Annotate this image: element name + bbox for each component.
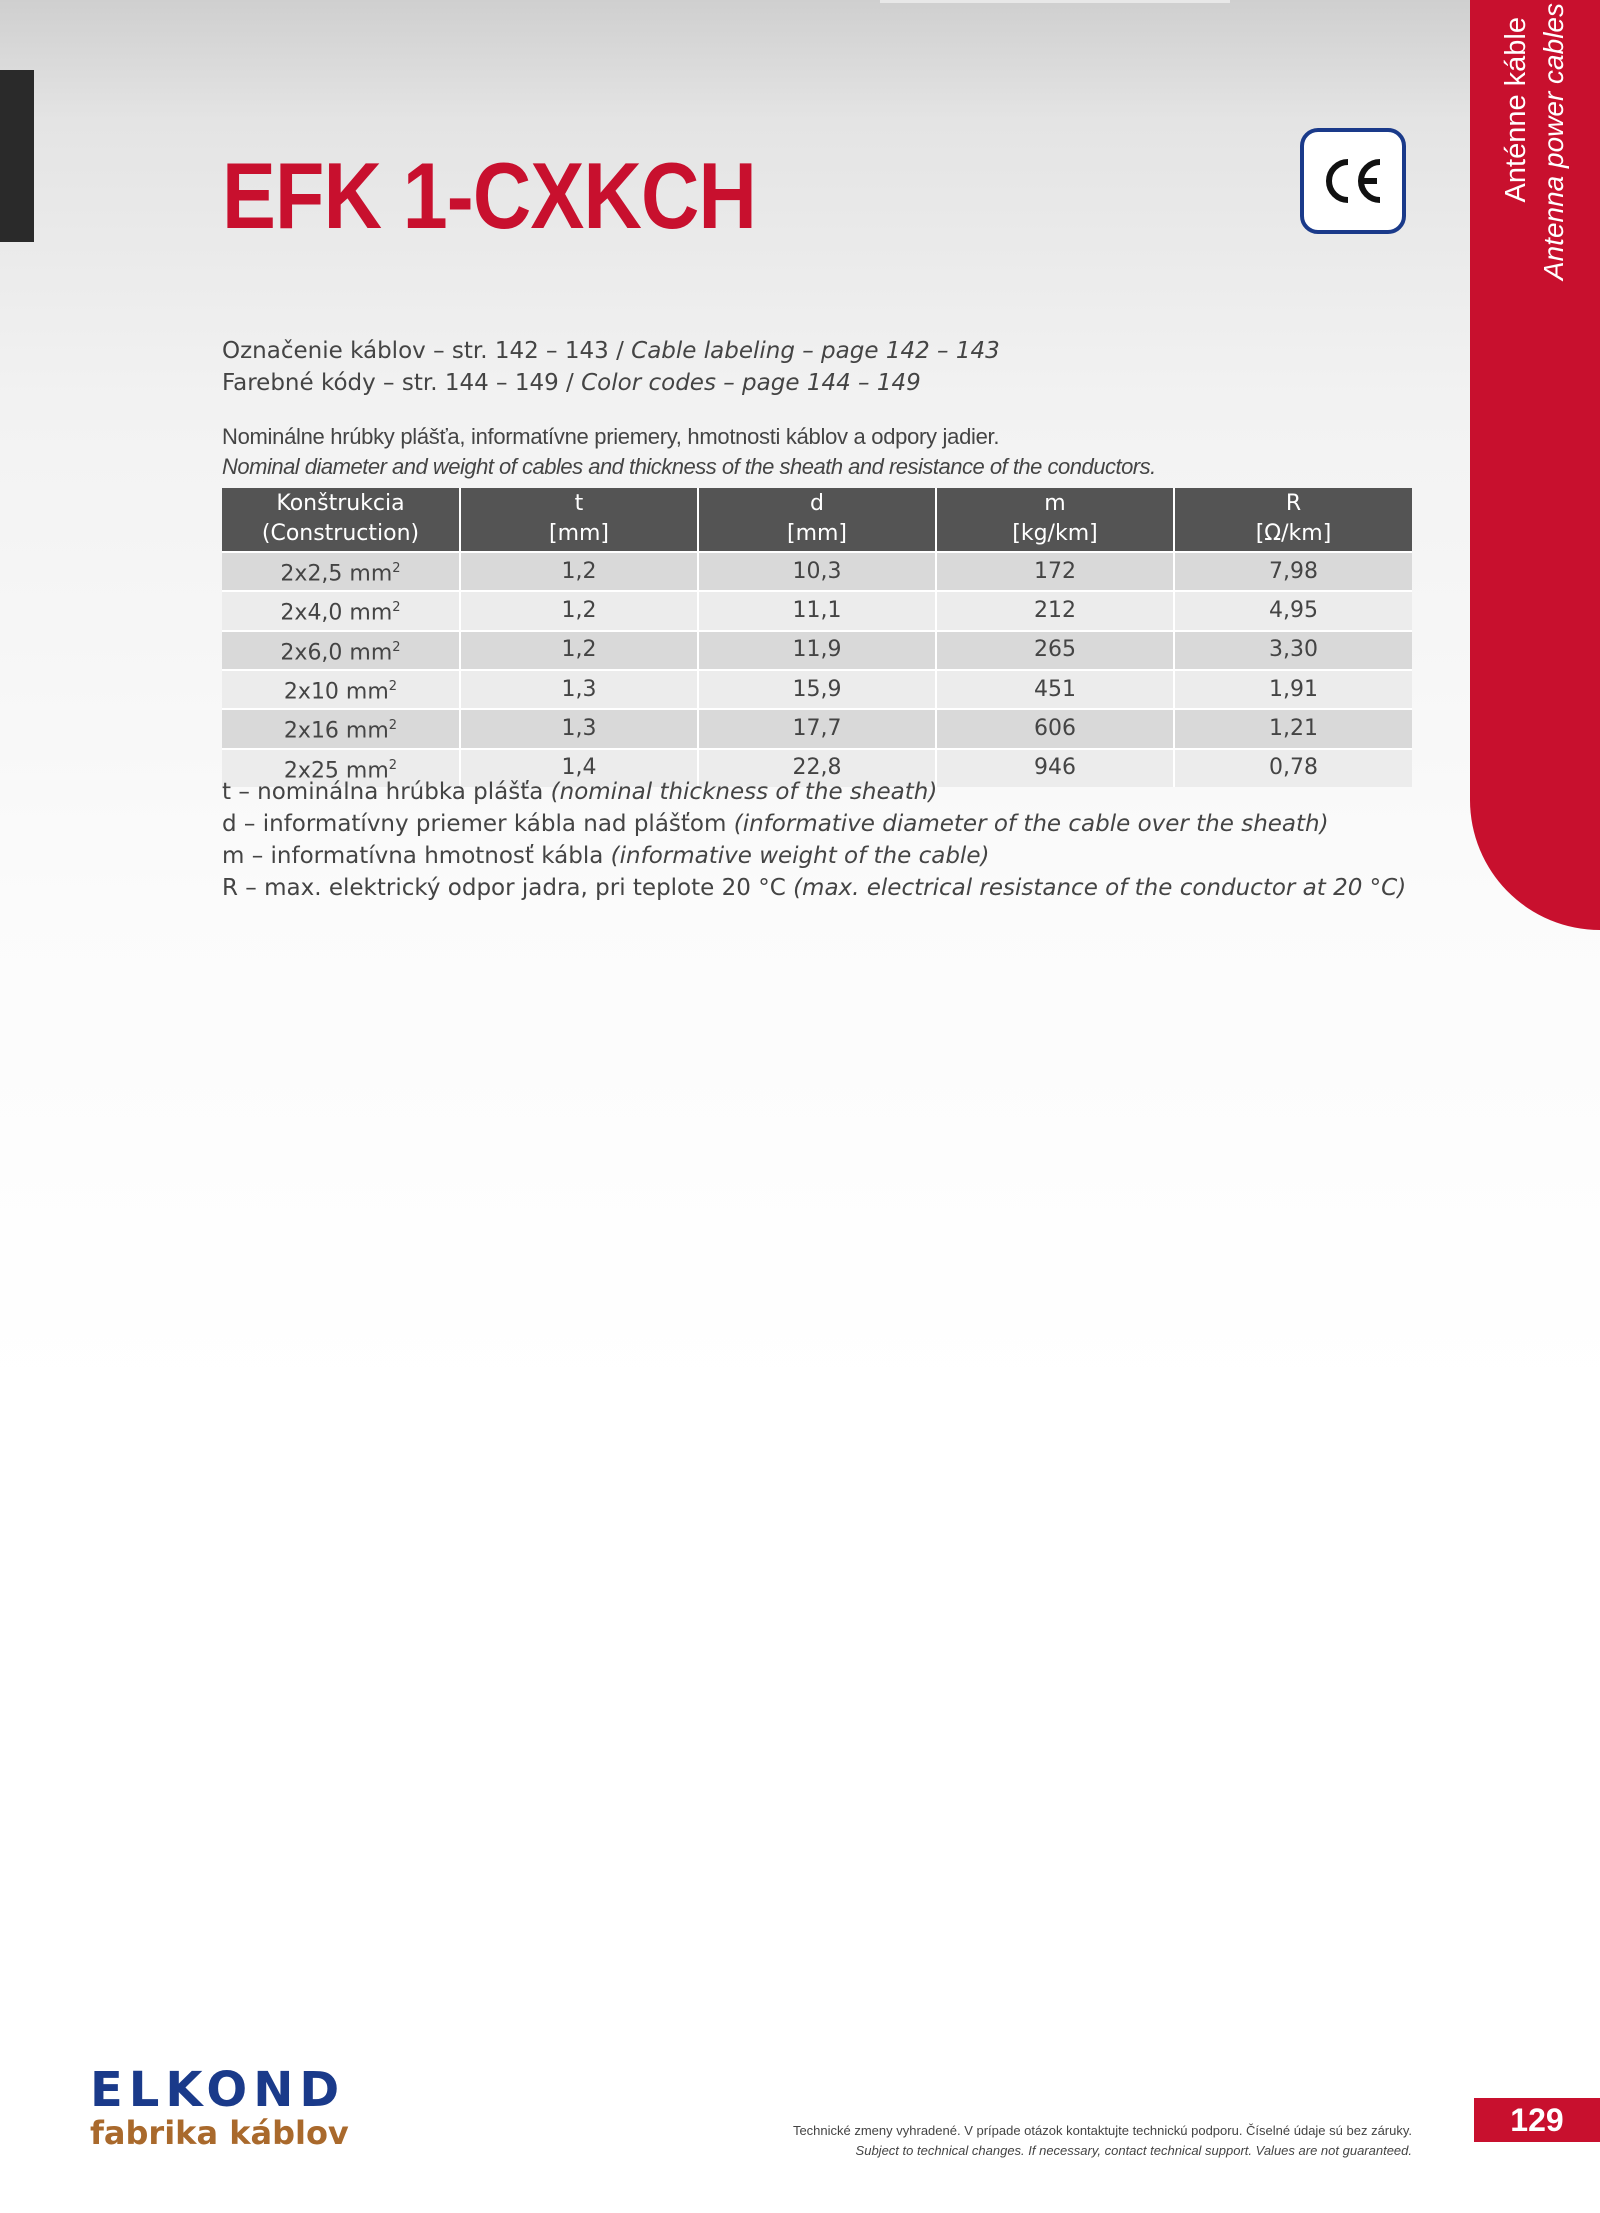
section-title-en: Antenna power cables	[1538, 2, 1569, 280]
ce-mark-icon	[1300, 128, 1406, 234]
cell-r: 3,30	[1174, 631, 1412, 670]
note-t: t – nominálna hrúbka plášťa (nominal thickness of the sheath)	[222, 779, 938, 805]
cell-construction: 2x16 $mm^2$	[222, 709, 460, 748]
cell-r: 7,98	[1174, 552, 1412, 591]
cell-d: 22,8	[698, 749, 936, 787]
logo-wordmark: ELKOND	[90, 2062, 346, 2118]
company-logo	[90, 2062, 349, 2152]
cell-m: 946	[936, 749, 1174, 787]
cell-t: 1,3	[460, 709, 698, 748]
logo-tagline: fabrika káblov	[90, 2114, 349, 2152]
cell-d: 15,9	[698, 670, 936, 709]
section-title-sk: Anténne káble	[1500, 16, 1532, 202]
cell-construction: 2x4,0 $mm^2$	[222, 591, 460, 630]
intro-en: Nominal diameter and weight of cables and thickness of the sheath and resistance of the conductors.	[222, 454, 1156, 479]
cell-t: 1,3	[460, 670, 698, 709]
cell-m: 451	[936, 670, 1174, 709]
cell-d: 17,7	[698, 709, 936, 748]
cell-construction: 2x25 $mm^2$	[222, 749, 460, 787]
table-header-row	[222, 488, 1412, 552]
cell-r: 1,21	[1174, 709, 1412, 748]
cell-t: 1,4	[460, 749, 698, 787]
note-r: R – max. elektrický odpor jadra, pri teplote 20 °C (max. electrical resistance of the conductor at 20 °C)	[222, 875, 1407, 901]
page-number: 129	[1474, 2098, 1600, 2142]
header-t: t [mm]	[460, 488, 698, 552]
footer-disclaimer	[793, 2121, 1412, 2161]
intro-sk: Nominálne hrúbky plášťa, informatívne priemery, hmotnosti káblov a odpory jadier.	[222, 424, 1000, 449]
legend-notes	[222, 776, 1406, 904]
cell-construction: 2x10 $mm^2$	[222, 670, 460, 709]
footer-disclaimer-en: Subject to technical changes. If necessary, contact technical support. Values are not guaranteed.	[855, 2143, 1412, 2158]
cell-m: 212	[936, 591, 1174, 630]
table-row	[222, 670, 1412, 709]
cell-d: 11,9	[698, 631, 936, 670]
footer-disclaimer-sk: Technické zmeny vyhradené. V prípade otázok kontaktujte technickú podporu. Číselné údaje sú bez záruky.	[792, 2123, 1412, 2138]
cell-d: 10,3	[698, 552, 936, 591]
table-row	[222, 552, 1412, 591]
cell-d: 11,1	[698, 591, 936, 630]
spec-table	[222, 488, 1412, 787]
note-m: m – informatívna hmotnosť kábla (informative weight of the cable)	[222, 843, 990, 869]
reference-labeling: Označenie káblov – str. 142 – 143 / Cable labeling – page 142 – 143	[222, 338, 1000, 364]
header-m: m [kg/km]	[936, 488, 1174, 552]
cell-r: 1,91	[1174, 670, 1412, 709]
cell-r: 0,78	[1174, 749, 1412, 787]
left-edge-bar	[0, 70, 34, 242]
table-row	[222, 709, 1412, 748]
reference-color-codes: Farebné kódy – str. 144 – 149 / Color codes – page 144 – 149	[222, 370, 921, 396]
cell-construction: 2x2,5 $mm^2$	[222, 552, 460, 591]
cell-r: 4,95	[1174, 591, 1412, 630]
cell-m: 265	[936, 631, 1174, 670]
cell-t: 1,2	[460, 552, 698, 591]
table-row	[222, 591, 1412, 630]
header-d: d [mm]	[698, 488, 936, 552]
cell-construction: 2x6,0 $mm^2$	[222, 631, 460, 670]
header-construction: Konštrukcia (Construction)	[222, 488, 460, 552]
page-title: EFK 1-CXKCH	[222, 143, 757, 248]
cell-m: 172	[936, 552, 1174, 591]
table-row	[222, 631, 1412, 670]
cell-t: 1,2	[460, 631, 698, 670]
cell-m: 606	[936, 709, 1174, 748]
header-r: R [Ω/km]	[1174, 488, 1412, 552]
section-side-tab-text	[1496, 2, 1576, 280]
cell-t: 1,2	[460, 591, 698, 630]
top-divider	[880, 0, 1230, 3]
note-d: d – informatívny priemer kábla nad plášťom (informative diameter of the cable over the sheath)	[222, 811, 1329, 837]
